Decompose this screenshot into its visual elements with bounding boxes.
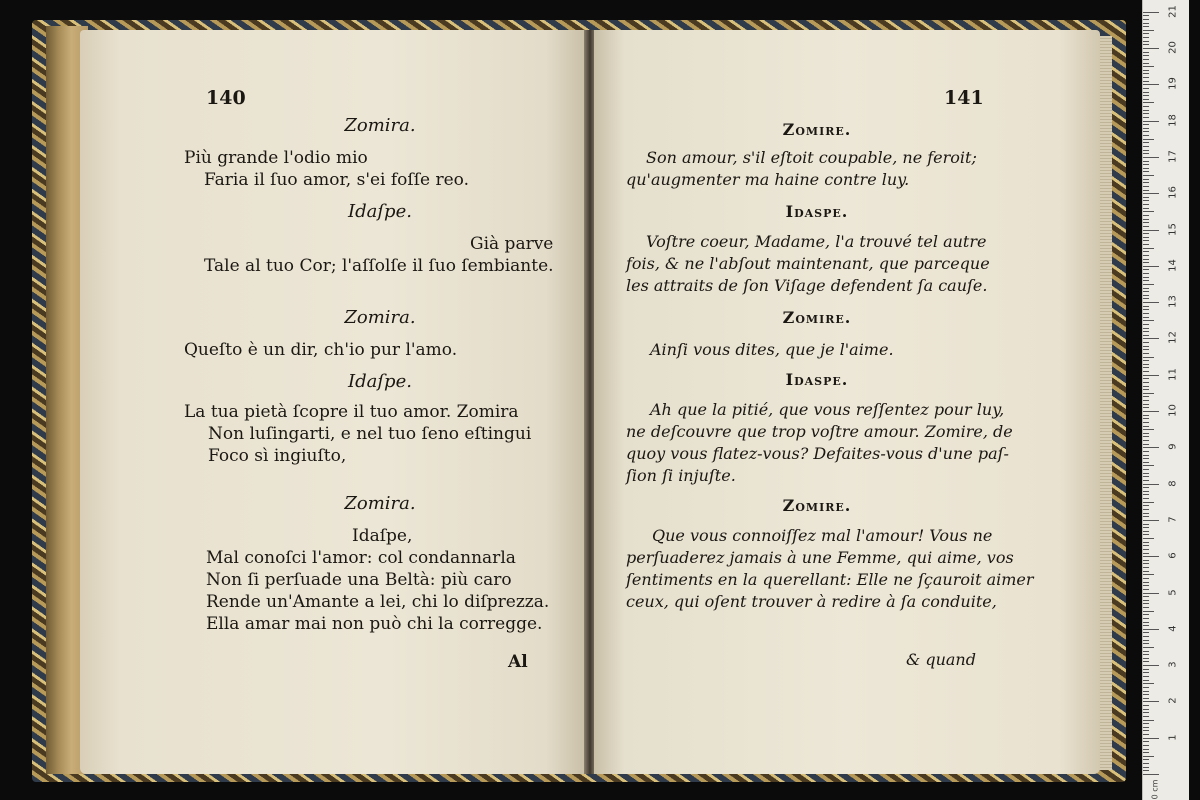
ruler-tick (1143, 342, 1149, 343)
ruler-tick (1143, 636, 1149, 637)
ruler-tick (1143, 738, 1159, 739)
ruler-number: 12 (1167, 331, 1179, 345)
page-number-left: 140 (206, 87, 246, 109)
ruler-tick (1143, 367, 1149, 368)
ruler-tick (1143, 665, 1159, 666)
ruler-tick (1143, 611, 1154, 612)
ruler-tick (1143, 237, 1149, 238)
ruler-tick (1143, 208, 1149, 209)
ruler-tick (1143, 219, 1149, 220)
ruler-tick (1143, 451, 1149, 452)
ruler-tick (1143, 502, 1154, 503)
ruler-tick (1143, 680, 1149, 681)
ruler-tick (1143, 106, 1149, 107)
ruler-tick (1143, 513, 1149, 514)
ruler-tick (1143, 640, 1149, 641)
ruler-tick (1143, 295, 1149, 296)
ruler-tick (1143, 607, 1149, 608)
ruler-tick (1143, 240, 1149, 241)
ruler-tick (1143, 767, 1149, 768)
ruler-number: 14 (1167, 258, 1179, 272)
prose-line: Que vous connoiſſez mal l'amour! Vous ne (652, 526, 993, 545)
page-number-right: 141 (944, 87, 984, 109)
ruler-tick (1143, 396, 1149, 397)
prose-line: les attraits de ſon Viſage defendent ſa cauſe. (626, 276, 988, 295)
ruler-tick (1143, 712, 1149, 713)
ruler-tick (1143, 280, 1149, 281)
ruler-tick (1143, 683, 1154, 684)
ruler-tick (1143, 756, 1154, 757)
ruler-tick (1143, 672, 1149, 673)
ruler-number: 19 (1167, 77, 1179, 91)
ruler-tick (1143, 538, 1154, 539)
speaker-heading: Zomire. (782, 308, 852, 327)
ruler-tick (1143, 534, 1149, 535)
speaker-heading: Zomire. (782, 120, 852, 139)
ruler-tick (1143, 589, 1149, 590)
verse-line: Tale al tuo Cor; l'aſſolſe il ſuo ſembiante. (204, 256, 554, 276)
ruler-tick (1143, 487, 1149, 488)
ruler-tick (1143, 360, 1149, 361)
ruler-number: 18 (1167, 113, 1179, 127)
speaker-heading: Idaſpe. (348, 371, 412, 392)
ruler-tick (1143, 19, 1149, 20)
left-page (80, 30, 586, 774)
ruler-tick (1143, 248, 1154, 249)
ruler-tick (1143, 88, 1149, 89)
ruler-tick (1143, 168, 1149, 169)
speaker-heading: Zomira. (344, 115, 416, 136)
verse-line: Mal conoſci l'amor: col condannarla (206, 548, 516, 568)
catchword: Al (508, 652, 528, 672)
ruler-tick (1143, 759, 1149, 760)
ruler-tick (1143, 585, 1149, 586)
ruler-tick (1143, 462, 1149, 463)
ruler-tick (1143, 593, 1159, 594)
ruler-tick (1143, 328, 1149, 329)
ruler-number: 9 (1167, 443, 1179, 450)
ruler-tick (1143, 59, 1149, 60)
ruler-tick (1143, 30, 1154, 31)
ruler-number: 16 (1167, 186, 1179, 200)
ruler-tick (1143, 211, 1154, 212)
prose-line: Voſtre coeur, Madame, l'a trouvé tel autre (646, 232, 987, 251)
right-page (594, 30, 1100, 774)
prose-line: ne deſcouvre que trop voſtre amour. Zomire, de (626, 422, 1013, 441)
verse-line: Foco sì ingiuſto, (208, 446, 347, 466)
catchword: & quand (906, 650, 976, 669)
ruler-tick (1143, 309, 1149, 310)
ruler-number: 8 (1167, 479, 1179, 487)
ruler-tick (1143, 407, 1149, 408)
ruler-tick (1143, 393, 1154, 394)
ruler-tick (1143, 349, 1149, 350)
measuring-ruler (1142, 0, 1189, 800)
ruler-tick (1143, 186, 1149, 187)
ruler-tick (1143, 505, 1149, 506)
ruler-tick (1143, 179, 1149, 180)
ruler-tick (1143, 48, 1159, 49)
ruler-tick (1143, 320, 1154, 321)
ruler-tick (1143, 331, 1149, 332)
ruler-tick (1143, 545, 1149, 546)
ruler-tick (1143, 222, 1149, 223)
ruler-tick (1143, 23, 1149, 24)
ruler-tick (1143, 770, 1149, 771)
ruler-tick (1143, 429, 1154, 430)
ruler-number: 3 (1167, 661, 1179, 668)
ruler-tick (1143, 353, 1149, 354)
ruler-number: 6 (1167, 552, 1179, 559)
ruler-tick (1143, 230, 1159, 231)
ruler-number: 15 (1167, 222, 1179, 236)
ruler-tick (1143, 651, 1149, 652)
ruler-tick (1143, 161, 1149, 162)
ruler-tick (1143, 658, 1149, 659)
prose-line: quoy vous flatez-vous? Defaites-vous d'une paſ- (626, 444, 1009, 463)
ruler-tick (1143, 266, 1159, 267)
ruler-tick (1143, 131, 1149, 132)
prose-line: Ainſi vous dites, que je l'aime. (650, 340, 894, 359)
ruler-tick (1143, 128, 1149, 129)
ruler-tick (1143, 215, 1149, 216)
ruler-tick (1143, 480, 1149, 481)
ruler-tick (1143, 625, 1149, 626)
ruler-number: 1 (1167, 734, 1179, 741)
ruler-tick (1143, 70, 1149, 71)
ruler-tick (1143, 549, 1149, 550)
ruler-tick (1143, 415, 1149, 416)
ruler-tick (1143, 378, 1149, 379)
ruler-tick (1143, 171, 1149, 172)
ruler-tick (1143, 455, 1149, 456)
ruler-number: 2 (1167, 697, 1179, 705)
ruler-tick (1143, 200, 1149, 201)
ruler-tick (1143, 346, 1149, 347)
ruler-tick (1143, 251, 1149, 252)
ruler-number: 4 (1167, 625, 1179, 632)
ruler-tick (1143, 298, 1149, 299)
ruler-tick (1143, 509, 1149, 510)
ruler-tick (1143, 444, 1149, 445)
ruler-tick (1143, 357, 1154, 358)
ruler-tick (1143, 306, 1149, 307)
ruler-tick (1143, 716, 1149, 717)
ruler-tick (1143, 669, 1149, 670)
ruler-tick (1143, 382, 1149, 383)
ruler-tick (1143, 436, 1149, 437)
ruler-tick (1143, 701, 1159, 702)
ruler-tick (1143, 571, 1149, 572)
speaker-heading: Zomire. (782, 496, 852, 515)
ruler-tick (1143, 542, 1149, 543)
speaker-heading: Idaſpe. (348, 201, 412, 222)
ruler-tick (1143, 484, 1159, 485)
ruler-tick (1143, 52, 1149, 53)
ruler-tick (1143, 411, 1159, 412)
ruler-tick (1143, 687, 1149, 688)
ruler-tick (1143, 317, 1149, 318)
ruler-tick (1143, 774, 1159, 775)
ruler-tick (1143, 102, 1154, 103)
prose-line: ceux, qui oſent trouver à redire à ſa conduite, (626, 592, 997, 611)
ruler-tick (1143, 691, 1149, 692)
ruler-tick (1143, 153, 1149, 154)
ruler-number: 11 (1167, 367, 1179, 381)
speaker-heading: Zomira. (344, 307, 416, 328)
ruler-tick (1143, 567, 1149, 568)
ruler-tick (1143, 596, 1149, 597)
ruler-tick (1143, 527, 1149, 528)
prose-line: perſuaderez jamais à une Femme, qui aime, vos (626, 548, 1014, 567)
ruler-tick (1143, 233, 1149, 234)
ruler-tick (1143, 531, 1149, 532)
ruler-unit-label: 0 cm (1150, 779, 1160, 800)
ruler-tick (1143, 121, 1159, 122)
prose-line: ſentiments en la querellant: Elle ne ſçauroit aimer (626, 570, 1034, 589)
ruler-tick (1143, 197, 1149, 198)
ruler-tick (1143, 269, 1149, 270)
ruler-tick (1143, 705, 1149, 706)
ruler-tick (1143, 622, 1149, 623)
ruler-tick (1143, 563, 1149, 564)
ruler-tick (1143, 524, 1149, 525)
verse-line: Non ſi perſuade una Beltà: più caro (206, 570, 512, 590)
ruler-tick (1143, 473, 1149, 474)
verse-line: Faria il ſuo amor, s'ei foſſe reo. (204, 170, 469, 190)
ruler-tick (1143, 375, 1159, 376)
verse-line: Già parve (470, 234, 554, 254)
ruler-tick (1143, 182, 1149, 183)
ruler-tick (1143, 426, 1149, 427)
ruler-tick (1143, 124, 1149, 125)
ruler-tick (1143, 386, 1149, 387)
ruler-tick (1143, 291, 1149, 292)
prose-line: qu'augmenter ma haine contre luy. (626, 170, 910, 189)
ruler-tick (1143, 749, 1149, 750)
verse-line: Ella amar mai non può chi la corregge. (206, 614, 543, 634)
ruler-tick (1143, 560, 1149, 561)
ruler-tick (1143, 150, 1149, 151)
ruler-tick (1143, 244, 1149, 245)
ruler-tick (1143, 404, 1149, 405)
prose-line: Son amour, s'il eſtoit coupable, ne feroit; (646, 148, 977, 167)
verse-line: Non luſingarti, e nel tuo ſeno eſtingui (208, 424, 532, 444)
prose-line: fois, & ne l'abſout maintenant, que parceque (626, 254, 990, 273)
ruler-tick (1143, 741, 1149, 742)
ruler-tick (1143, 164, 1149, 165)
ruler-tick (1143, 364, 1149, 365)
page-fore-edge (1098, 36, 1112, 770)
ruler-tick (1143, 77, 1149, 78)
ruler-tick (1143, 600, 1149, 601)
ruler-tick (1143, 110, 1149, 111)
ruler-tick (1143, 55, 1149, 56)
verse-line: La tua pietà ſcopre il tuo amor. Zomira (184, 402, 519, 422)
ruler-tick (1143, 632, 1149, 633)
speaker-heading: Idaspe. (785, 202, 849, 221)
ruler-tick (1143, 302, 1159, 303)
ruler-tick (1143, 582, 1149, 583)
ruler-tick (1143, 745, 1149, 746)
ruler-tick (1143, 139, 1154, 140)
ruler-tick (1143, 578, 1149, 579)
ruler-tick (1143, 259, 1149, 260)
ruler-tick (1143, 273, 1149, 274)
ruler-tick (1143, 709, 1149, 710)
ruler-number: 21 (1167, 4, 1179, 18)
ruler-tick (1143, 763, 1149, 764)
ruler-tick (1143, 135, 1149, 136)
ruler-tick (1143, 288, 1149, 289)
ruler-number: 5 (1167, 588, 1179, 596)
ruler-tick (1143, 157, 1159, 158)
ruler-tick (1143, 494, 1149, 495)
ruler-tick (1143, 15, 1149, 16)
ruler-tick (1143, 255, 1149, 256)
ruler-tick (1143, 465, 1154, 466)
ruler-tick (1143, 661, 1149, 662)
ruler-tick (1143, 447, 1159, 448)
ruler-number: 20 (1167, 41, 1179, 54)
ruler-tick (1143, 324, 1149, 325)
ruler-tick (1143, 389, 1149, 390)
ruler-tick (1143, 277, 1149, 278)
ruler-tick (1143, 146, 1149, 147)
ruler-tick (1143, 698, 1149, 699)
prose-line: ſion ſi injuſte. (626, 466, 736, 485)
ruler-tick (1143, 433, 1149, 434)
verse-line: Più grande l'odio mio (184, 148, 368, 168)
ruler-tick (1143, 469, 1149, 470)
ruler-tick (1143, 44, 1149, 45)
ruler-tick (1143, 284, 1154, 285)
ruler-tick (1143, 723, 1149, 724)
ruler-tick (1143, 643, 1149, 644)
ruler-tick (1143, 95, 1149, 96)
ruler-number: 13 (1167, 295, 1179, 308)
ruler-tick (1143, 734, 1149, 735)
speaker-heading: Zomira. (344, 493, 416, 514)
ruler-tick (1143, 553, 1149, 554)
ruler-tick (1143, 476, 1149, 477)
ruler-tick (1143, 727, 1149, 728)
ruler-tick (1143, 193, 1159, 194)
ruler-tick (1143, 175, 1154, 176)
ruler-tick (1143, 33, 1149, 34)
ruler-tick (1143, 371, 1149, 372)
ruler-tick (1143, 142, 1149, 143)
verse-line: Rende un'Amante a lei, chi lo diſprezza. (206, 592, 550, 612)
ruler-tick (1143, 92, 1149, 93)
ruler-tick (1143, 113, 1149, 114)
verse-line: Idaſpe, (352, 526, 413, 546)
ruler-tick (1143, 66, 1154, 67)
ruler-tick (1143, 338, 1159, 339)
ruler-tick (1143, 26, 1149, 27)
ruler-tick (1143, 73, 1149, 74)
ruler-tick (1143, 629, 1159, 630)
ruler-tick (1143, 422, 1149, 423)
ruler-tick (1143, 335, 1149, 336)
verse-line: Queſto è un dir, ch'io pur l'amo. (184, 340, 458, 360)
ruler-tick (1143, 752, 1149, 753)
ruler-tick (1143, 190, 1149, 191)
prose-line: Ah que la pitié, que vous reſſentez pour luy, (650, 400, 1005, 419)
ruler-tick (1143, 556, 1159, 557)
ruler-tick (1143, 440, 1149, 441)
ruler-tick (1143, 63, 1149, 64)
ruler-tick (1143, 520, 1159, 521)
ruler-tick (1143, 117, 1149, 118)
ruler-tick (1143, 313, 1149, 314)
ruler-tick (1143, 204, 1149, 205)
ruler-tick (1143, 603, 1149, 604)
ruler-tick (1143, 84, 1159, 85)
ruler-number: 17 (1167, 150, 1179, 163)
ruler-tick (1143, 418, 1149, 419)
ruler-tick (1143, 262, 1149, 263)
ruler-tick (1143, 498, 1149, 499)
ruler-tick (1143, 730, 1149, 731)
ruler-tick (1143, 491, 1149, 492)
ruler-tick (1143, 574, 1154, 575)
ruler-number: 7 (1167, 516, 1179, 523)
ruler-tick (1143, 41, 1149, 42)
ruler-tick (1143, 694, 1149, 695)
ruler-tick (1143, 516, 1149, 517)
ruler-tick (1143, 458, 1149, 459)
ruler-tick (1143, 720, 1154, 721)
ruler-tick (1143, 226, 1149, 227)
ruler-tick (1143, 12, 1159, 13)
ruler-tick (1143, 647, 1154, 648)
ruler-tick (1143, 676, 1149, 677)
ruler-tick (1143, 618, 1149, 619)
speaker-heading: Idaspe. (785, 370, 849, 389)
ruler-tick (1143, 614, 1149, 615)
ruler-tick (1143, 81, 1149, 82)
ruler-tick (1143, 37, 1149, 38)
ruler-tick (1143, 400, 1149, 401)
ruler-tick (1143, 99, 1149, 100)
ruler-number: 10 (1167, 404, 1179, 417)
ruler-tick (1143, 654, 1149, 655)
